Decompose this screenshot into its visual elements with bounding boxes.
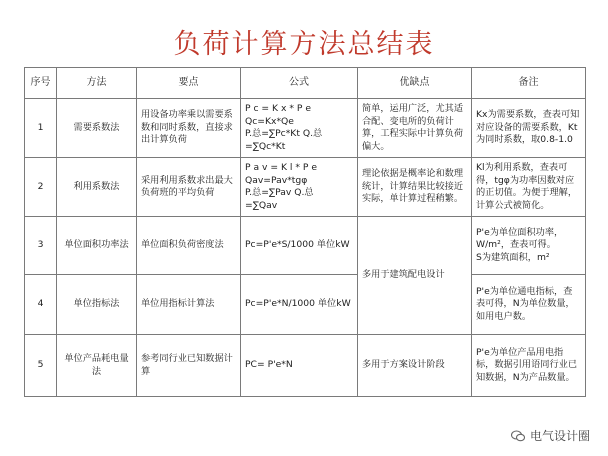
cell-points: 用设备功率乘以需要系数和同时系数，直接求出计算负荷 (137, 99, 241, 158)
table-row (25, 99, 586, 158)
header-formula: 公式 (241, 68, 358, 99)
table-row (25, 335, 586, 397)
header-row (25, 68, 586, 99)
header-notes: 备注 (472, 68, 586, 99)
header-method: 方法 (57, 68, 137, 99)
table-row (25, 275, 586, 335)
cell-formula: Pc=P'e*S/1000 单位kW (241, 217, 358, 275)
cell-notes: Kl为利用系数，查表可得，tgφ为功率因数对应的正切值。为便于理解，计算公式被简化。 (472, 158, 586, 217)
cell-notes: P'e为单位通电指标，查表可得，N为单位数量，如用电户数。 (472, 275, 586, 335)
cell-points: 参考同行业已知数据计算 (137, 335, 241, 397)
cell-no: 5 (25, 335, 57, 397)
cell-pros: 理论依据是概率论和数理统计，计算结果比较接近实际，单计算过程稍繁。 (358, 158, 472, 217)
watermark-text: 电气设计圈 (529, 429, 590, 443)
cell-formula: Pc=P'e*N/1000 单位kW (241, 275, 358, 335)
cell-formula: P a v = K l * P e Qav=Pav*tgφ P.总=∑Pav Q.总 =∑Qav (241, 158, 358, 217)
cell-formula: P c = K x * P e Qc=Kx*Qe P.总=∑Pc*Kt Q.总 =∑Qc*Kt (241, 99, 358, 158)
load-calculation-table (24, 67, 586, 397)
cell-pros: 简单，运用广泛，尤其适合配、变电所的负荷计算，工程实际中计算负荷偏大。 (358, 99, 472, 158)
cell-points: 单位面积负荷密度法 (137, 217, 241, 275)
cell-no: 3 (25, 217, 57, 275)
header-pros: 优缺点 (358, 68, 472, 99)
cell-method: 单位指标法 (57, 275, 137, 335)
header-points: 要点 (137, 68, 241, 99)
wechat-icon (511, 430, 525, 442)
cell-notes: P'e为单位产品用电指标，数据引用语同行业已知数据，N为产品数量。 (472, 335, 586, 397)
cell-notes: Kx为需要系数，查表可知对应设备的需要系数，Kt为同时系数，取0.8-1.0 (472, 99, 586, 158)
cell-points: 采用利用系数求出最大负荷班的平均负荷 (137, 158, 241, 217)
cell-no: 4 (25, 275, 57, 335)
cell-notes: P'e为单位面积功率，W/m²，查表可得。 S为建筑面积，m² (472, 217, 586, 275)
cell-formula: PC= P'e*N (241, 335, 358, 397)
cell-pros: 多用于方案设计阶段 (358, 335, 472, 397)
watermark (511, 427, 590, 444)
cell-method: 利用系数法 (57, 158, 137, 217)
table-row (25, 217, 586, 275)
cell-method: 单位面积功率法 (57, 217, 137, 275)
cell-method: 需要系数法 (57, 99, 137, 158)
cell-points: 单位用指标计算法 (137, 275, 241, 335)
cell-pros: 多用于建筑配电设计 (358, 217, 472, 335)
table-row (25, 158, 586, 217)
cell-method: 单位产品耗电量法 (57, 335, 137, 397)
cell-no: 1 (25, 99, 57, 158)
cell-no: 2 (25, 158, 57, 217)
header-no: 序号 (25, 68, 57, 99)
page-title: 负荷计算方法总结表 (173, 29, 435, 60)
